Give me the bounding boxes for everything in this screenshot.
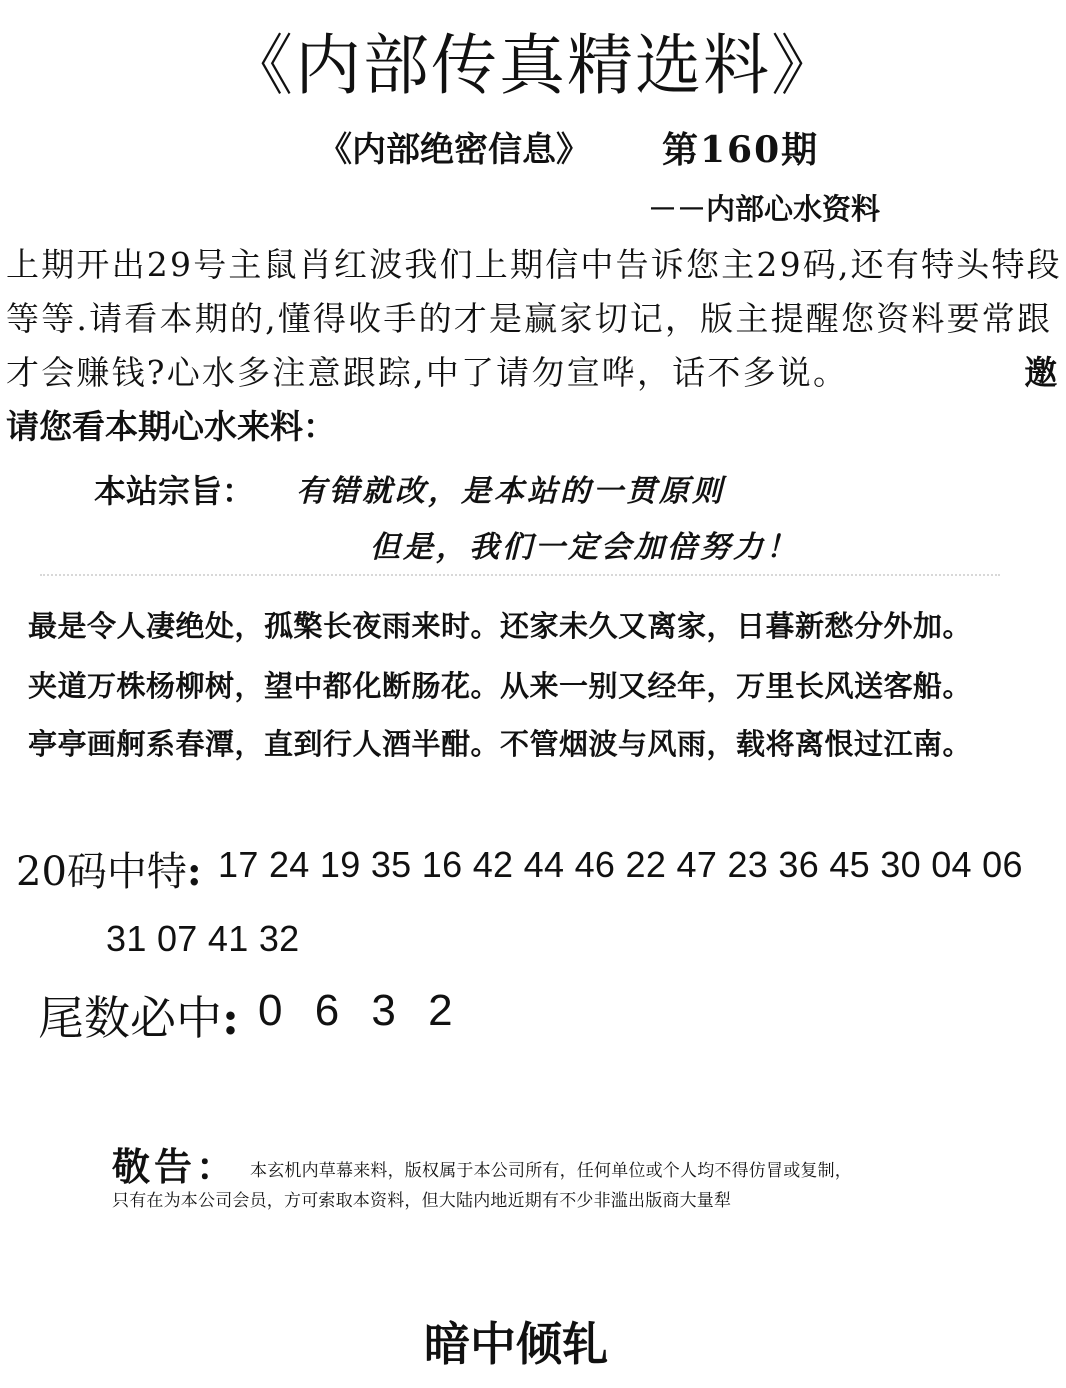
source-label: －－内部心水资料 — [648, 192, 881, 226]
subtitle: 《内部绝密信息》 — [318, 130, 590, 170]
numbers-line-1: 17 24 19 35 16 42 44 46 22 47 23 36 45 30 04 06 — [218, 844, 1023, 885]
mission-line-1: 有错就改，是本站的一贯原则 — [296, 474, 725, 509]
divider — [40, 574, 1000, 578]
tail-label-text: 尾数必中 — [38, 991, 222, 1045]
page-title: 《内部传真精选料》 — [227, 27, 839, 104]
numbers-label — [16, 840, 202, 897]
tail-label — [38, 982, 239, 1048]
mission-line-2: 但是，我们一定会加倍努力！ — [370, 530, 799, 565]
tail-colon: : — [222, 991, 239, 1045]
notice-label: 敬告： — [112, 1144, 239, 1189]
notice-line-1: 本玄机内草幕来料，版权属于本公司所有，任何单位或个人均不得仿冒或复制， — [250, 1161, 852, 1181]
poem-line-1: 最是令人凄绝处，孤檠长夜雨来时。还家未久又离家，日暮新愁分外加。 — [28, 609, 973, 643]
issue-number: 第160期 — [662, 129, 820, 171]
invite-text: 邀请您看本期心水来料： — [6, 353, 1058, 446]
tail-digits: 0 6 3 2 — [258, 986, 453, 1035]
numbers-label-text: 20码中特 — [16, 849, 187, 895]
poem-line-3: 亭亭画舸系春潭，直到行人酒半酣。不管烟波与风雨，载将离恨过江南。 — [28, 727, 973, 761]
footer-title: 暗中倾轧 — [424, 1317, 608, 1371]
numbers-line-2: 31 07 41 32 — [106, 918, 300, 959]
mission-label: 本站宗旨： — [94, 472, 255, 510]
intro-text: 上期开出29号主鼠肖红波我们上期信中告诉您主29码,还有特头特段等等.请看本期的,懂得收手的才是赢家切记，版主提醒您资料要常跟才会赚钱?心水多注意跟踪,中了请勿宣哗，话不多说。 — [6, 245, 1062, 392]
notice-line-2: 只有在为本公司会员，方可索取本资料，但大陆内地近期有不少非滥出版商大量犁 — [112, 1191, 732, 1211]
numbers-colon: : — [186, 848, 202, 895]
poem-line-2: 夹道万株杨柳树，望中都化断肠花。从来一别又经年，万里长风送客船。 — [28, 669, 973, 703]
intro-paragraph — [6, 238, 1064, 454]
